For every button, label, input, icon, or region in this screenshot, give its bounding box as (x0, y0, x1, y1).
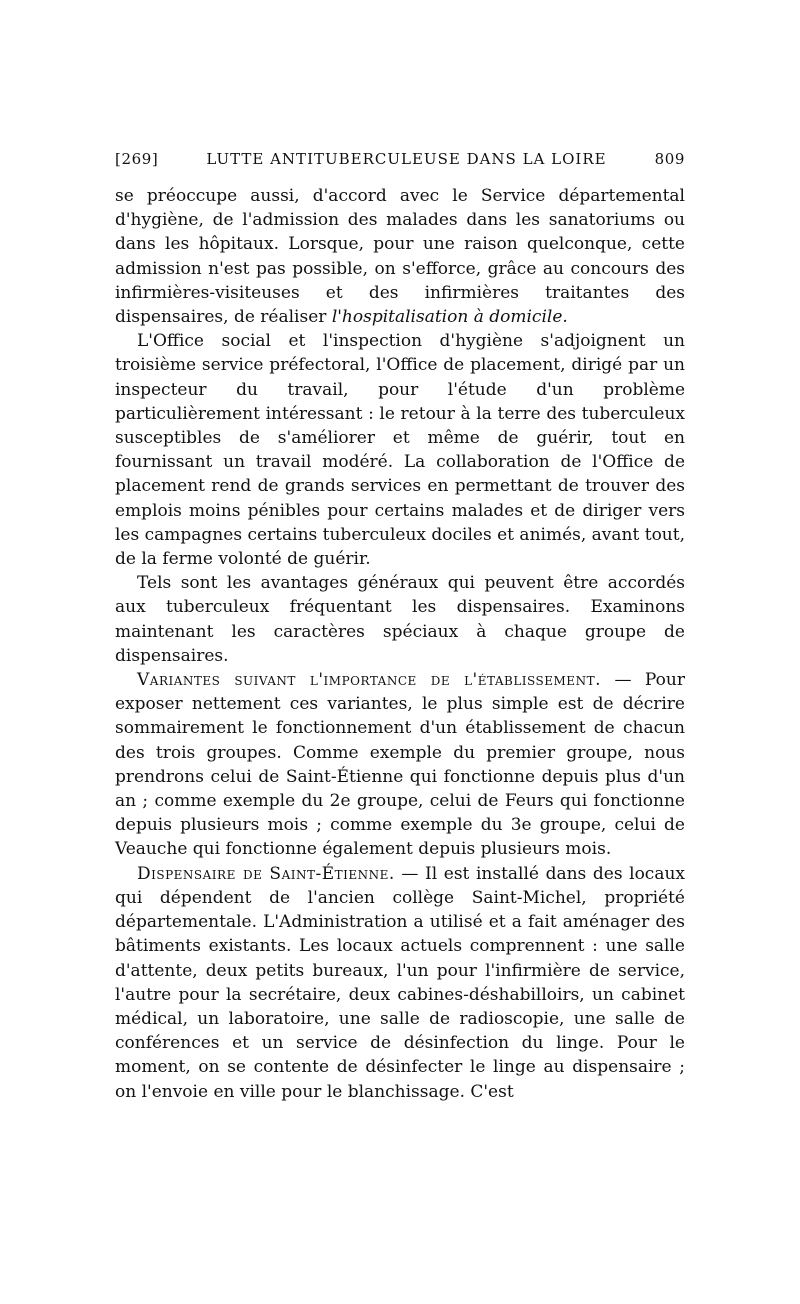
paragraph-1-text: se préoccupe aussi, d'accord avec le Service départemental d'hygiène, de l'admission des malades dans les sanatoriums ou dans les hôpitaux. Lorsque, pour une raison quelconque, cette admission n'est pas possible, on s'efforce, grâce au concours des infirmières-visiteuses et des infirmières traitantes des dispensaires, de réaliser (115, 186, 685, 328)
paragraph-2: L'Office social et l'inspection d'hygiène s'adjoignent un troisième service préfectoral, l'Office de placement, dirigé par un inspecteur du travail, pour l'étude d'un problème particulièrement intéressant : le retour à la terre des tuberculeux susceptibles de s'améliorer et même de guérir, tout en fournissant un travail modéré. La collaboration de l'Office de placement rend de grands services en permettant de trouver des emplois moins pénibles pour certains malades et de diriger vers les campagnes certains tuberculeux dociles et animés, avant tout, de la ferme volonté de guérir. (115, 331, 685, 570)
section-number: [269] (115, 150, 159, 168)
paragraph-3: Tels sont les avantages généraux qui peuvent être accordés aux tuberculeux fréquentant les dispensaires. Examinons maintenant les caractères spéciaux à chaque groupe de dispensaires. (115, 573, 685, 666)
paragraph-1 (115, 184, 685, 329)
body-text (115, 184, 685, 1104)
paragraph-5-text: — Il est installé dans des locaux qui dépendent de l'ancien collège Saint-Michel, propriété départementale. L'Administration a utilisé et a fait aménager des bâtiments existants. Les locaux actuels comprennent : une salle d'attente, deux petits bureaux, l'un pour l'infirmière de service, l'autre pour la secrétaire, deux cabines-déshabilloirs, un cabinet médical, un laboratoire, une salle de radioscopie, une salle de conférences et un service de désinfection du linge. Pour le moment, on se contente de désinfecter le linge au dispensaire ; on l'envoie en ville pour le blanchissage. C'est (115, 863, 686, 1102)
paragraph-5 (115, 862, 685, 1104)
page-number: 809 (654, 150, 685, 168)
paragraph-4 (115, 668, 685, 862)
paragraph-4-text: — Pour exposer nettement ces variantes, le plus simple est de décrire sommairement le fonctionnement d'un établissement de chacun des trois groupes. Comme exemple du premier groupe, nous prendrons celui de Saint-Étienne qui fonctionne depuis plus d'un an ; comme exemple du 2e groupe, celui de Feurs qui fonctionne depuis plusieurs mois ; comme exemple du 3e groupe, celui de Veauche qui fonctionne également depuis plusieurs mois. (115, 670, 685, 860)
running-header (115, 146, 685, 172)
section-heading-dispensaire: Dispensaire de Saint-Étienne. (137, 863, 395, 884)
running-title: LUTTE ANTITUBERCULEUSE DANS LA LOIRE (206, 150, 607, 168)
section-heading-variantes: Variantes suivant l'importance de l'établissement. (137, 670, 601, 691)
book-page (115, 146, 685, 1104)
paragraph-1-italic: l'hospitalisation à domicile. (331, 307, 568, 328)
